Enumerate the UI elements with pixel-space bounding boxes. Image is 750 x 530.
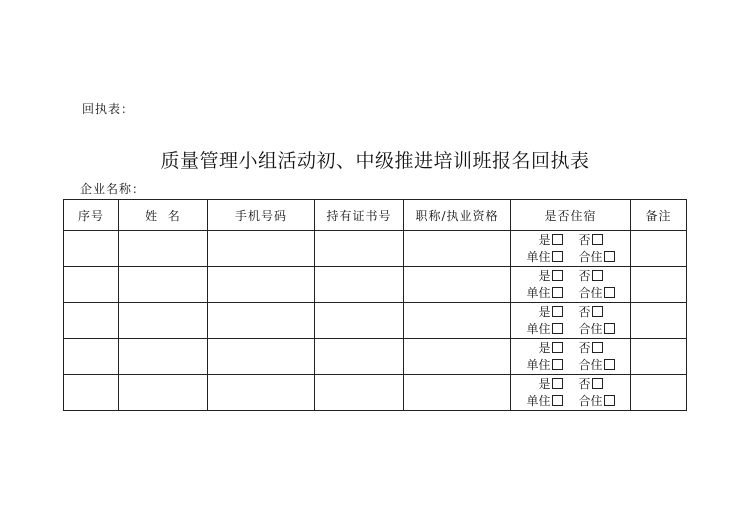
document-title: 质量管理小组活动初、中级推进培训班报名回执表 — [160, 150, 590, 172]
lodging-line-1 — [511, 304, 630, 321]
cell-remarks[interactable] — [631, 267, 687, 303]
cell-index[interactable] — [64, 231, 119, 267]
cell-phone[interactable] — [208, 303, 315, 339]
option-shared-label: 合住 — [578, 357, 603, 372]
checkbox-no[interactable] — [592, 378, 603, 389]
table-row — [64, 231, 687, 267]
cell-index[interactable] — [64, 339, 119, 375]
cell-certificate[interactable] — [315, 267, 404, 303]
option-shared-label: 合住 — [578, 285, 603, 300]
checkbox-shared[interactable] — [604, 251, 615, 262]
option-yes-label: 是 — [538, 376, 551, 391]
table-body — [64, 231, 687, 411]
option-shared-label: 合住 — [578, 393, 603, 408]
table-row — [64, 339, 687, 375]
col-header-remarks: 备注 — [631, 200, 687, 231]
option-single-label: 单住 — [526, 393, 551, 408]
col-header-name — [119, 200, 208, 231]
table-row — [64, 303, 687, 339]
cell-certificate[interactable] — [315, 375, 404, 411]
col-header-lodging: 是否住宿 — [511, 200, 631, 231]
cell-name[interactable] — [119, 231, 208, 267]
checkbox-no[interactable] — [592, 270, 603, 281]
col-header-phone: 手机号码 — [208, 200, 315, 231]
checkbox-shared[interactable] — [604, 395, 615, 406]
cell-title-qualification[interactable] — [404, 231, 511, 267]
cell-remarks[interactable] — [631, 303, 687, 339]
option-shared-label: 合住 — [578, 249, 603, 264]
lodging-line-1 — [511, 340, 630, 357]
option-no-label: 否 — [578, 304, 591, 319]
lodging-line-2 — [511, 321, 630, 338]
lodging-line-1 — [511, 232, 630, 249]
checkbox-yes[interactable] — [552, 378, 563, 389]
checkbox-single[interactable] — [552, 359, 563, 370]
checkbox-yes[interactable] — [552, 342, 563, 353]
checkbox-shared[interactable] — [604, 287, 615, 298]
cell-lodging — [511, 267, 631, 303]
lodging-line-1 — [511, 268, 630, 285]
option-yes-label: 是 — [538, 268, 551, 283]
receipt-label: 回执表： — [82, 102, 135, 116]
checkbox-single[interactable] — [552, 395, 563, 406]
lodging-line-2 — [511, 285, 630, 302]
option-yes-label: 是 — [538, 304, 551, 319]
col-header-index: 序号 — [64, 200, 119, 231]
col-header-name-text: 姓 名 — [145, 208, 181, 223]
lodging-line-2 — [511, 393, 630, 410]
cell-lodging — [511, 339, 631, 375]
table-header-row — [64, 200, 687, 231]
checkbox-shared[interactable] — [604, 359, 615, 370]
col-header-certificate: 持有证书号 — [315, 200, 404, 231]
option-shared-label: 合住 — [578, 321, 603, 336]
cell-name[interactable] — [119, 339, 208, 375]
cell-title-qualification[interactable] — [404, 339, 511, 375]
option-yes-label: 是 — [538, 232, 551, 247]
option-single-label: 单住 — [526, 357, 551, 372]
cell-phone[interactable] — [208, 231, 315, 267]
checkbox-single[interactable] — [552, 323, 563, 334]
lodging-line-2 — [511, 357, 630, 374]
cell-certificate[interactable] — [315, 303, 404, 339]
cell-certificate[interactable] — [315, 231, 404, 267]
cell-remarks[interactable] — [631, 231, 687, 267]
table-row — [64, 267, 687, 303]
table-row — [64, 375, 687, 411]
option-single-label: 单住 — [526, 249, 551, 264]
cell-phone[interactable] — [208, 375, 315, 411]
cell-title-qualification[interactable] — [404, 375, 511, 411]
lodging-line-2 — [511, 249, 630, 266]
checkbox-yes[interactable] — [552, 234, 563, 245]
checkbox-single[interactable] — [552, 287, 563, 298]
cell-lodging — [511, 375, 631, 411]
option-no-label: 否 — [578, 268, 591, 283]
cell-lodging — [511, 303, 631, 339]
option-single-label: 单住 — [526, 285, 551, 300]
lodging-line-1 — [511, 376, 630, 393]
cell-lodging — [511, 231, 631, 267]
cell-index[interactable] — [64, 375, 119, 411]
col-header-title-qualification: 职称/执业资格 — [404, 200, 511, 231]
checkbox-shared[interactable] — [604, 323, 615, 334]
cell-title-qualification[interactable] — [404, 267, 511, 303]
checkbox-yes[interactable] — [552, 270, 563, 281]
option-no-label: 否 — [578, 376, 591, 391]
company-name-label: 企业名称： — [80, 182, 146, 196]
option-single-label: 单住 — [526, 321, 551, 336]
checkbox-yes[interactable] — [552, 306, 563, 317]
cell-phone[interactable] — [208, 339, 315, 375]
checkbox-no[interactable] — [592, 342, 603, 353]
cell-index[interactable] — [64, 267, 119, 303]
checkbox-single[interactable] — [552, 251, 563, 262]
cell-certificate[interactable] — [315, 339, 404, 375]
cell-phone[interactable] — [208, 267, 315, 303]
cell-title-qualification[interactable] — [404, 303, 511, 339]
option-yes-label: 是 — [538, 340, 551, 355]
registration-table — [63, 199, 687, 411]
cell-remarks[interactable] — [631, 375, 687, 411]
cell-name[interactable] — [119, 375, 208, 411]
option-no-label: 否 — [578, 232, 591, 247]
cell-name[interactable] — [119, 267, 208, 303]
cell-remarks[interactable] — [631, 339, 687, 375]
checkbox-no[interactable] — [592, 306, 603, 317]
checkbox-no[interactable] — [592, 234, 603, 245]
cell-name[interactable] — [119, 303, 208, 339]
cell-index[interactable] — [64, 303, 119, 339]
option-no-label: 否 — [578, 340, 591, 355]
